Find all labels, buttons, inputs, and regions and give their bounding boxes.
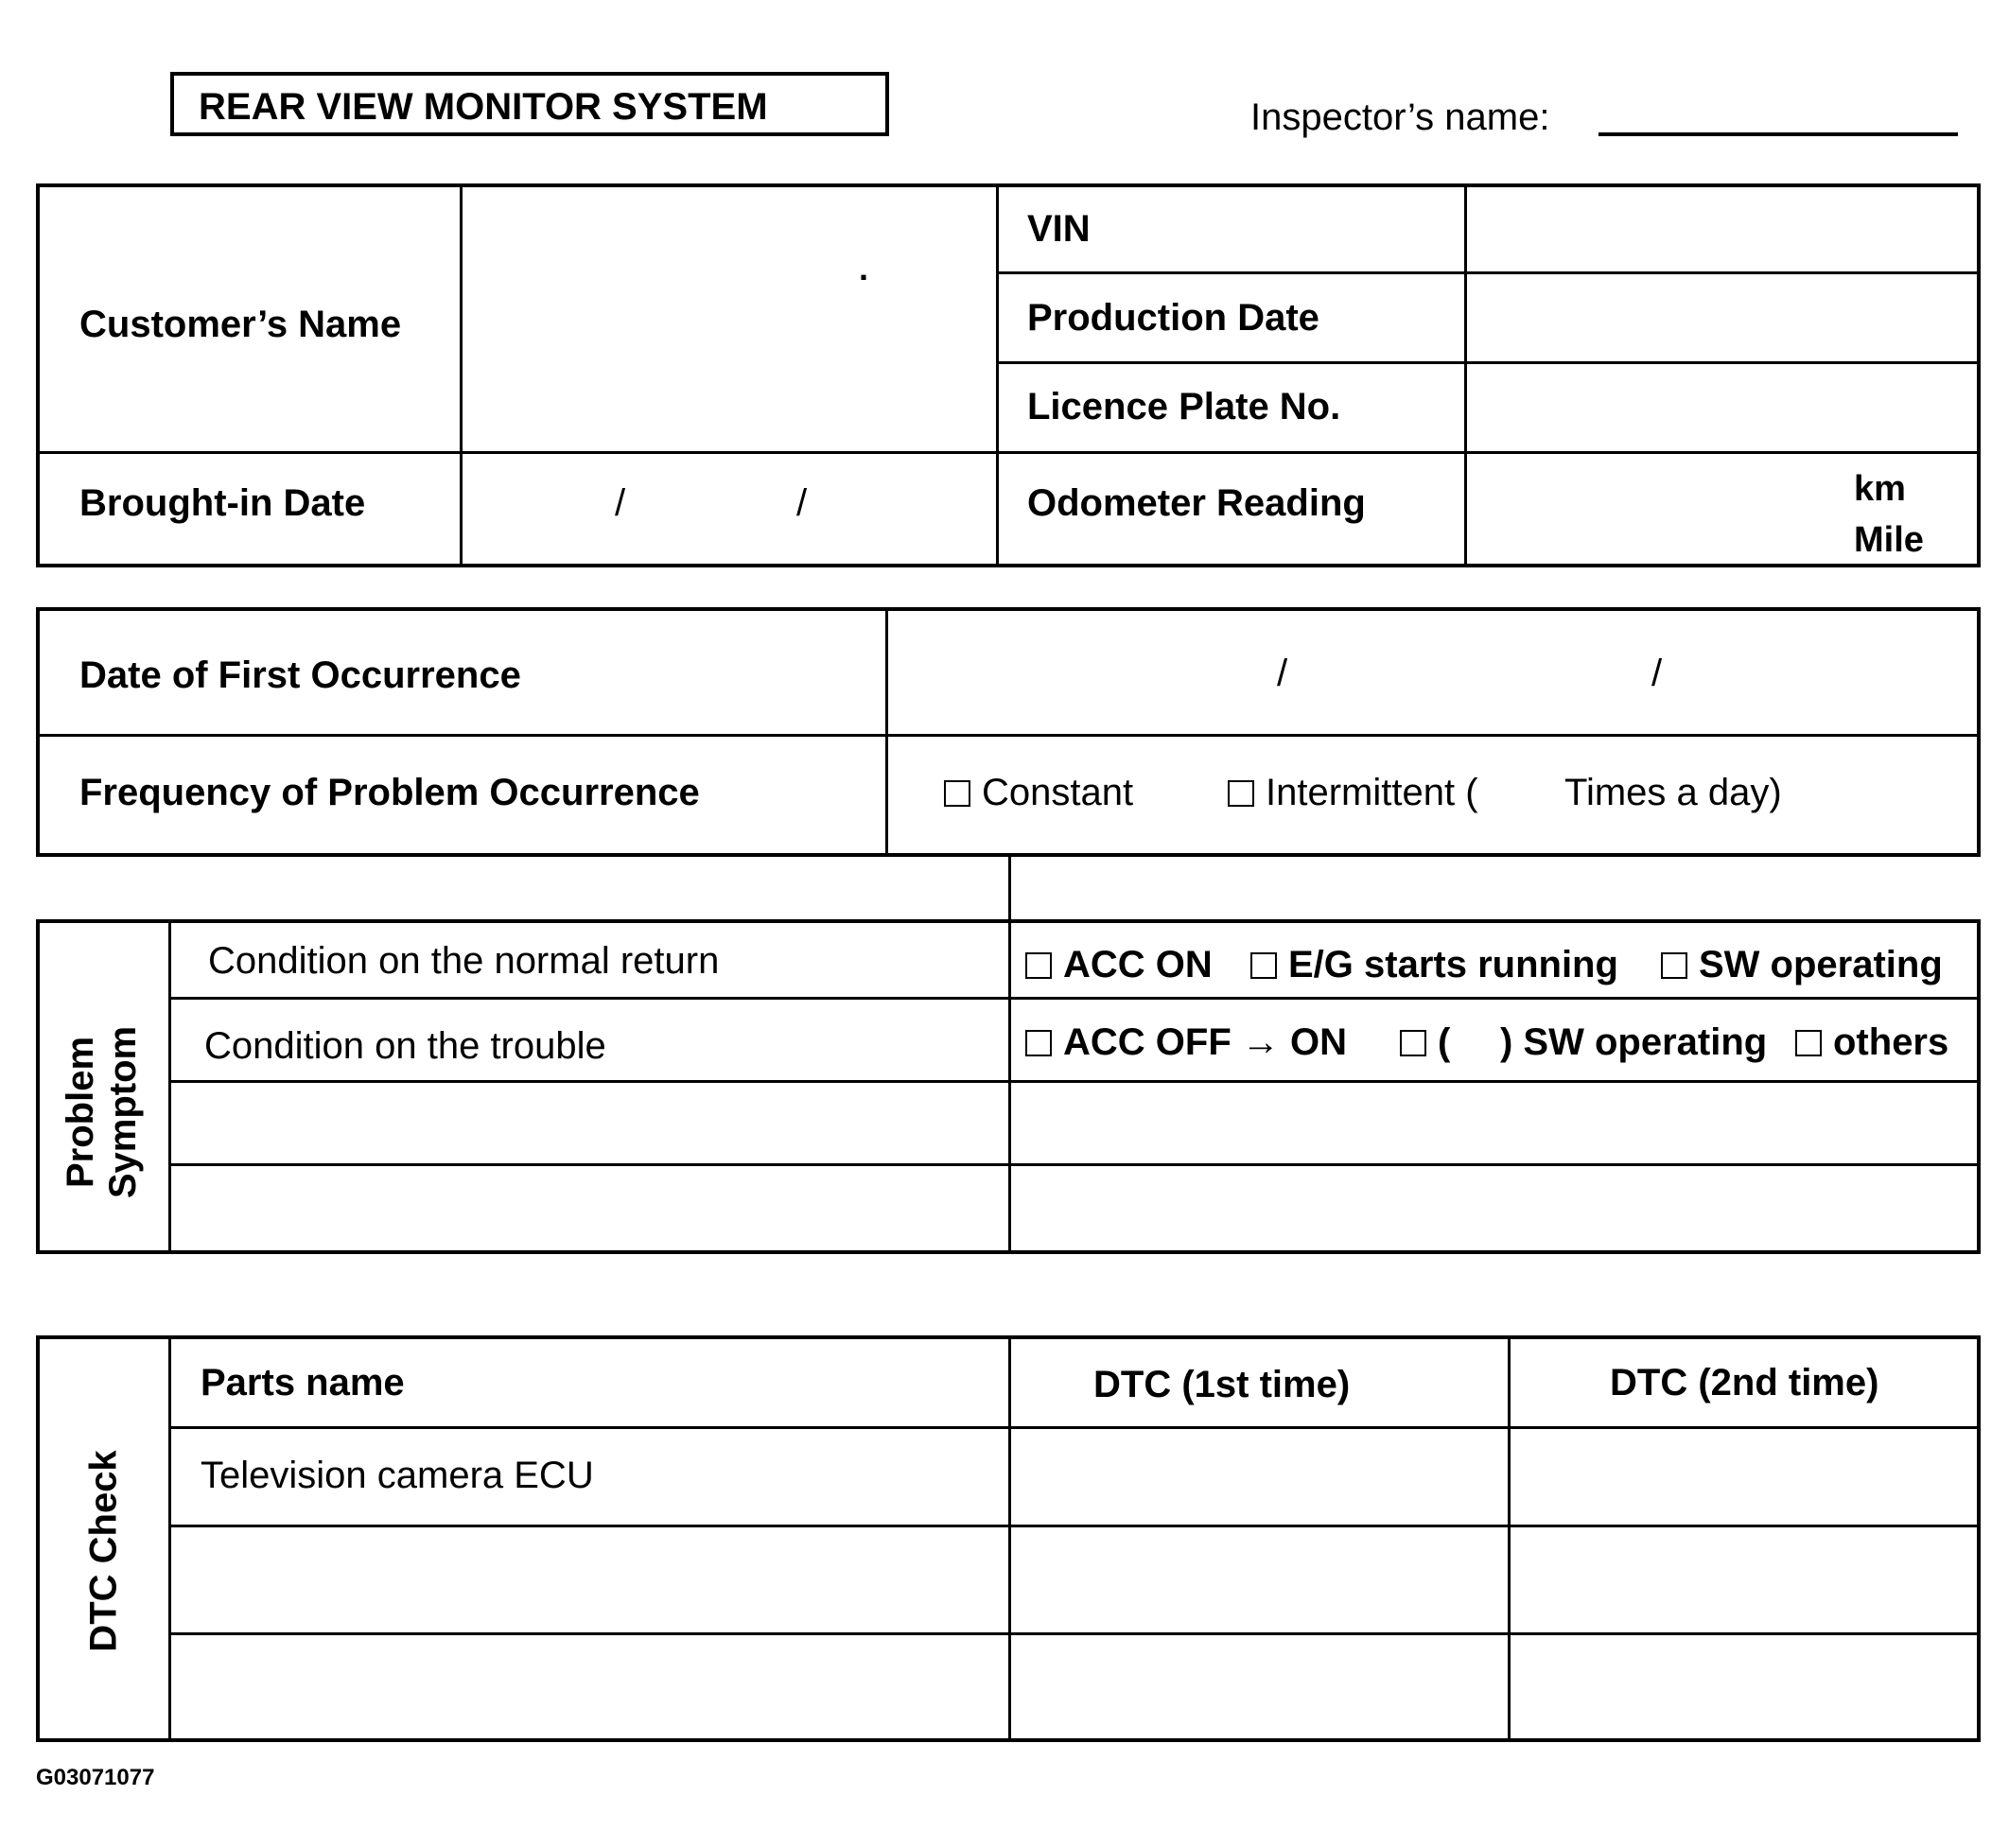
date-separator: /	[615, 482, 626, 524]
odometer-unit-mile[interactable]: Mile	[1854, 520, 1924, 560]
acc-on-checkbox[interactable]	[1025, 952, 1052, 979]
figure-code: G03071077	[36, 1765, 155, 1790]
parts-name-cell[interactable]	[174, 1530, 1004, 1629]
side-label-line: Symptom	[102, 1025, 144, 1199]
frequency-label: Frequency of Problem Occurrence	[79, 772, 700, 813]
divider	[1464, 183, 1467, 567]
dtc-check-side-label: DTC Check	[82, 1450, 125, 1652]
date-separator: /	[1651, 653, 1663, 694]
divider	[168, 1335, 171, 1742]
others-option[interactable]	[1795, 1023, 1948, 1061]
divider	[36, 451, 1981, 454]
production-date-label: Production Date	[1027, 297, 1319, 339]
divider	[168, 1632, 1981, 1635]
customer-name-mark: .	[859, 249, 869, 288]
form-title: REAR VIEW MONITOR SYSTEM	[199, 86, 768, 128]
symptom-blank-cell[interactable]	[174, 1169, 1004, 1248]
sw-operating-custom-field[interactable]	[1457, 1016, 1502, 1069]
eg-starts-checkbox[interactable]	[1250, 952, 1277, 979]
acc-on-option[interactable]	[1025, 946, 1213, 984]
first-occurrence-label: Date of First Occurrence	[79, 654, 521, 696]
divider	[996, 271, 1981, 274]
dtc-first-header: DTC (1st time)	[1093, 1364, 1351, 1405]
odometer-unit-km[interactable]: km	[1854, 469, 1906, 509]
divider	[996, 361, 1981, 364]
odometer-label: Odometer Reading	[1027, 482, 1366, 524]
symptom-blank-cell[interactable]	[1014, 1169, 1975, 1248]
production-date-field[interactable]	[1470, 276, 1975, 357]
divider	[996, 183, 999, 567]
parts-name-cell[interactable]	[174, 1638, 1004, 1736]
divider	[168, 1426, 1981, 1429]
acc-off-on-checkbox[interactable]	[1025, 1030, 1052, 1056]
vin-label: VIN	[1027, 208, 1091, 250]
divider	[168, 1080, 1981, 1083]
acc-on-label: ACC ON	[1063, 944, 1213, 985]
divider	[1008, 1335, 1011, 1742]
brought-in-date-field[interactable]	[465, 456, 991, 562]
dtc-second-cell[interactable]	[1513, 1638, 1975, 1736]
divider	[1508, 1335, 1511, 1742]
divider	[36, 734, 1981, 737]
trouble-label: Condition on the trouble	[204, 1025, 606, 1067]
customer-name-field[interactable]	[465, 189, 991, 446]
problem-symptom-side-label	[60, 1026, 145, 1198]
divider	[168, 997, 1981, 1000]
times-a-day-field[interactable]	[1500, 764, 1566, 817]
sw-operating-label: SW operating	[1699, 944, 1943, 985]
divider	[168, 919, 171, 1254]
parts-name-header: Parts name	[201, 1362, 405, 1403]
licence-plate-label: Licence Plate No.	[1027, 386, 1341, 427]
constant-option[interactable]	[944, 774, 1133, 811]
sw-operating-custom-checkbox[interactable]	[1400, 1030, 1426, 1056]
sw-operating-checkbox[interactable]	[1661, 952, 1687, 979]
inspector-name-field[interactable]	[1598, 91, 1958, 136]
intermittent-option[interactable]	[1228, 774, 1478, 811]
acc-off-on-option[interactable]	[1025, 1023, 1347, 1061]
divider	[1008, 919, 1011, 1254]
dtc-first-cell[interactable]	[1014, 1432, 1504, 1521]
constant-checkbox[interactable]	[944, 780, 970, 807]
inspector-label: Inspector’s name:	[1250, 96, 1550, 138]
first-occurrence-date-field[interactable]	[891, 613, 1975, 730]
dtc-second-cell[interactable]	[1513, 1432, 1975, 1521]
eg-starts-label: E/G starts running	[1288, 944, 1618, 985]
divider	[460, 183, 463, 567]
dtc-first-cell[interactable]	[1014, 1530, 1504, 1629]
intermittent-checkbox[interactable]	[1228, 780, 1254, 807]
dtc-first-cell[interactable]	[1014, 1638, 1504, 1736]
divider	[1008, 857, 1011, 919]
others-label: others	[1833, 1021, 1949, 1063]
divider	[168, 1525, 1981, 1527]
constant-label: Constant	[982, 772, 1134, 813]
eg-starts-option[interactable]	[1250, 946, 1618, 984]
symptom-blank-cell[interactable]	[174, 1086, 1004, 1159]
dtc-second-cell[interactable]	[1513, 1530, 1975, 1629]
sw-operating-paren-label: ) SW operating	[1500, 1021, 1768, 1063]
intermittent-label: Intermittent (	[1266, 772, 1478, 813]
sw-operating-option[interactable]	[1661, 946, 1943, 984]
odometer-field[interactable]	[1470, 456, 1848, 562]
vin-field[interactable]	[1470, 189, 1975, 269]
normal-return-label: Condition on the normal return	[208, 940, 720, 982]
date-separator: /	[796, 482, 808, 524]
others-checkbox[interactable]	[1795, 1030, 1822, 1056]
divider	[885, 607, 888, 857]
side-label-line: Problem	[60, 1036, 102, 1189]
paren-open: (	[1438, 1021, 1451, 1063]
customer-name-label: Customer’s Name	[79, 304, 402, 345]
parts-name-cell: Television camera ECU	[201, 1455, 594, 1496]
date-separator: /	[1277, 653, 1288, 694]
licence-plate-field[interactable]	[1470, 366, 1975, 447]
sw-operating-custom-option[interactable]	[1400, 1023, 1450, 1061]
symptom-blank-cell[interactable]	[1014, 1086, 1975, 1159]
times-a-day-label: Times a day)	[1564, 772, 1782, 813]
divider	[168, 1163, 1981, 1166]
acc-off-on-label: ACC OFF → ON	[1063, 1021, 1347, 1063]
dtc-second-header: DTC (2nd time)	[1610, 1362, 1879, 1403]
brought-in-date-label: Brought-in Date	[79, 482, 366, 524]
